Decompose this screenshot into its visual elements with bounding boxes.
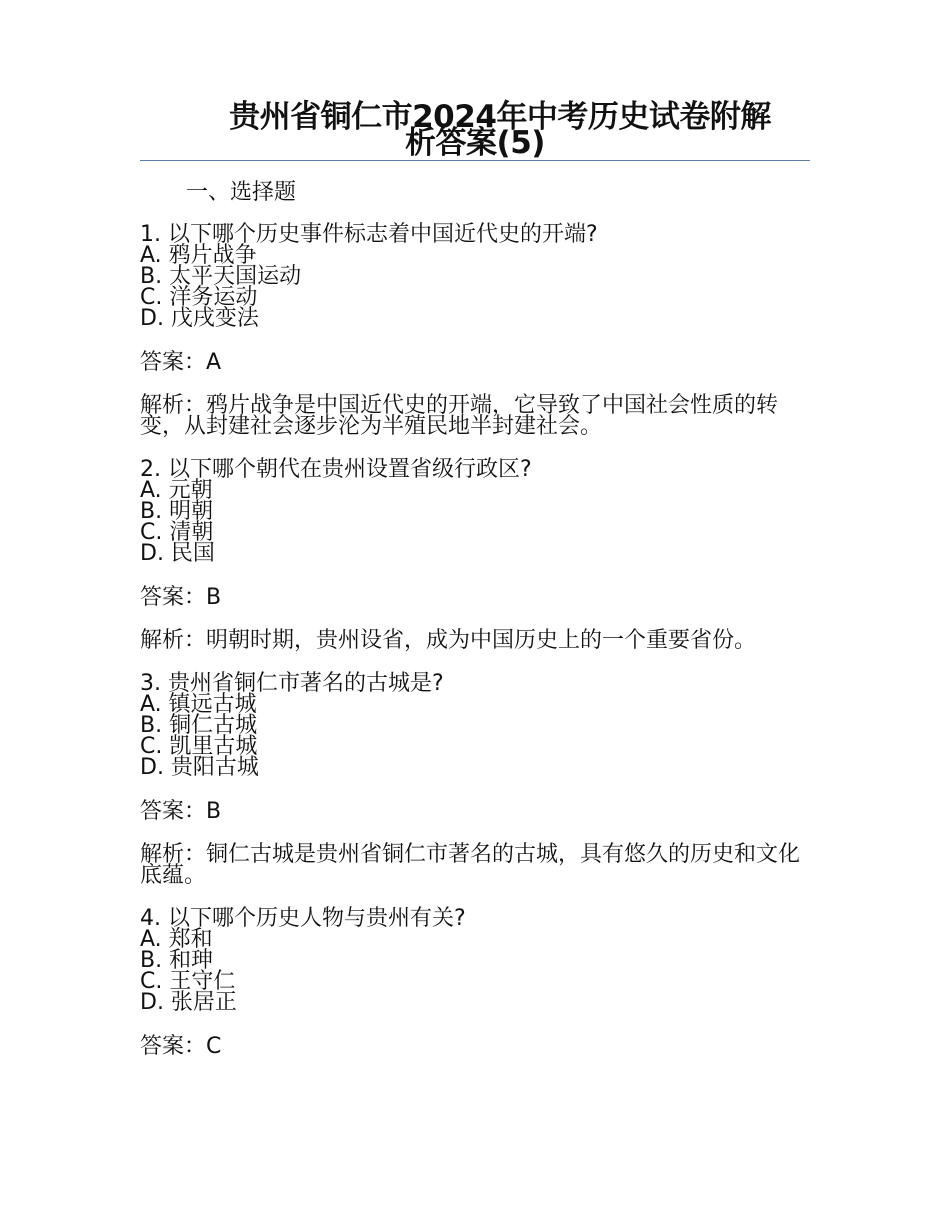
analysis-text: 解析：铜仁古城是贵州省铜仁市著名的古城，具有悠久的历史和文化底蕴。 — [140, 842, 801, 888]
option-c: C. 洋务运动 — [140, 285, 258, 310]
question-text: 2. 以下哪个朝代在贵州设置省级行政区? — [140, 457, 532, 482]
question-list — [140, 224, 815, 1079]
option-a: A. 鸦片战争 — [140, 243, 257, 268]
answer-line: 答案：A — [140, 350, 222, 375]
option-c: C. 凯里古城 — [140, 734, 258, 759]
analysis-text: 解析：明朝时期，贵州设省，成为中国历史上的一个重要省份。 — [140, 628, 757, 653]
option-b: B. 铜仁古城 — [140, 713, 258, 738]
option-d: D. 贵阳古城 — [140, 755, 259, 780]
option-d: D. 戊戌变法 — [140, 306, 259, 331]
option-c: C. 清朝 — [140, 520, 214, 545]
option-b: B. 太平天国运动 — [140, 264, 302, 289]
question-block — [140, 673, 815, 778]
question-text: 3. 贵州省铜仁市著名的古城是? — [140, 671, 444, 696]
section-heading: 一、选择题 — [186, 180, 297, 205]
title-underline — [140, 160, 810, 161]
option-d: D. 民国 — [140, 541, 215, 566]
option-b: B. 和珅 — [140, 948, 214, 973]
option-c: C. 王守仁 — [140, 969, 236, 994]
question-text: 1. 以下哪个历史事件标志着中国近代史的开端? — [140, 222, 598, 247]
option-a: A. 镇远古城 — [140, 692, 257, 717]
answer-line: 答案：B — [140, 799, 222, 824]
question-block — [140, 459, 815, 564]
document-title — [140, 99, 810, 161]
title-line-1: 贵州省铜仁市2024年中考历史试卷附解 — [229, 99, 771, 135]
answer-line: 答案：C — [140, 1034, 222, 1059]
option-b: B. 明朝 — [140, 499, 214, 524]
option-a: A. 郑和 — [140, 927, 213, 952]
question-block — [140, 224, 815, 329]
option-a: A. 元朝 — [140, 478, 213, 503]
analysis-text: 解析：鸦片战争是中国近代史的开端，它导致了中国社会性质的转变，从封建社会逐步沦为半殖民地半封建社会。 — [140, 393, 779, 439]
title-line-2: 析答案(5) — [405, 125, 545, 161]
option-d: D. 张居正 — [140, 990, 237, 1015]
question-text: 4. 以下哪个历史人物与贵州有关? — [140, 906, 466, 931]
answer-line: 答案：B — [140, 585, 222, 610]
question-block — [140, 908, 815, 1013]
